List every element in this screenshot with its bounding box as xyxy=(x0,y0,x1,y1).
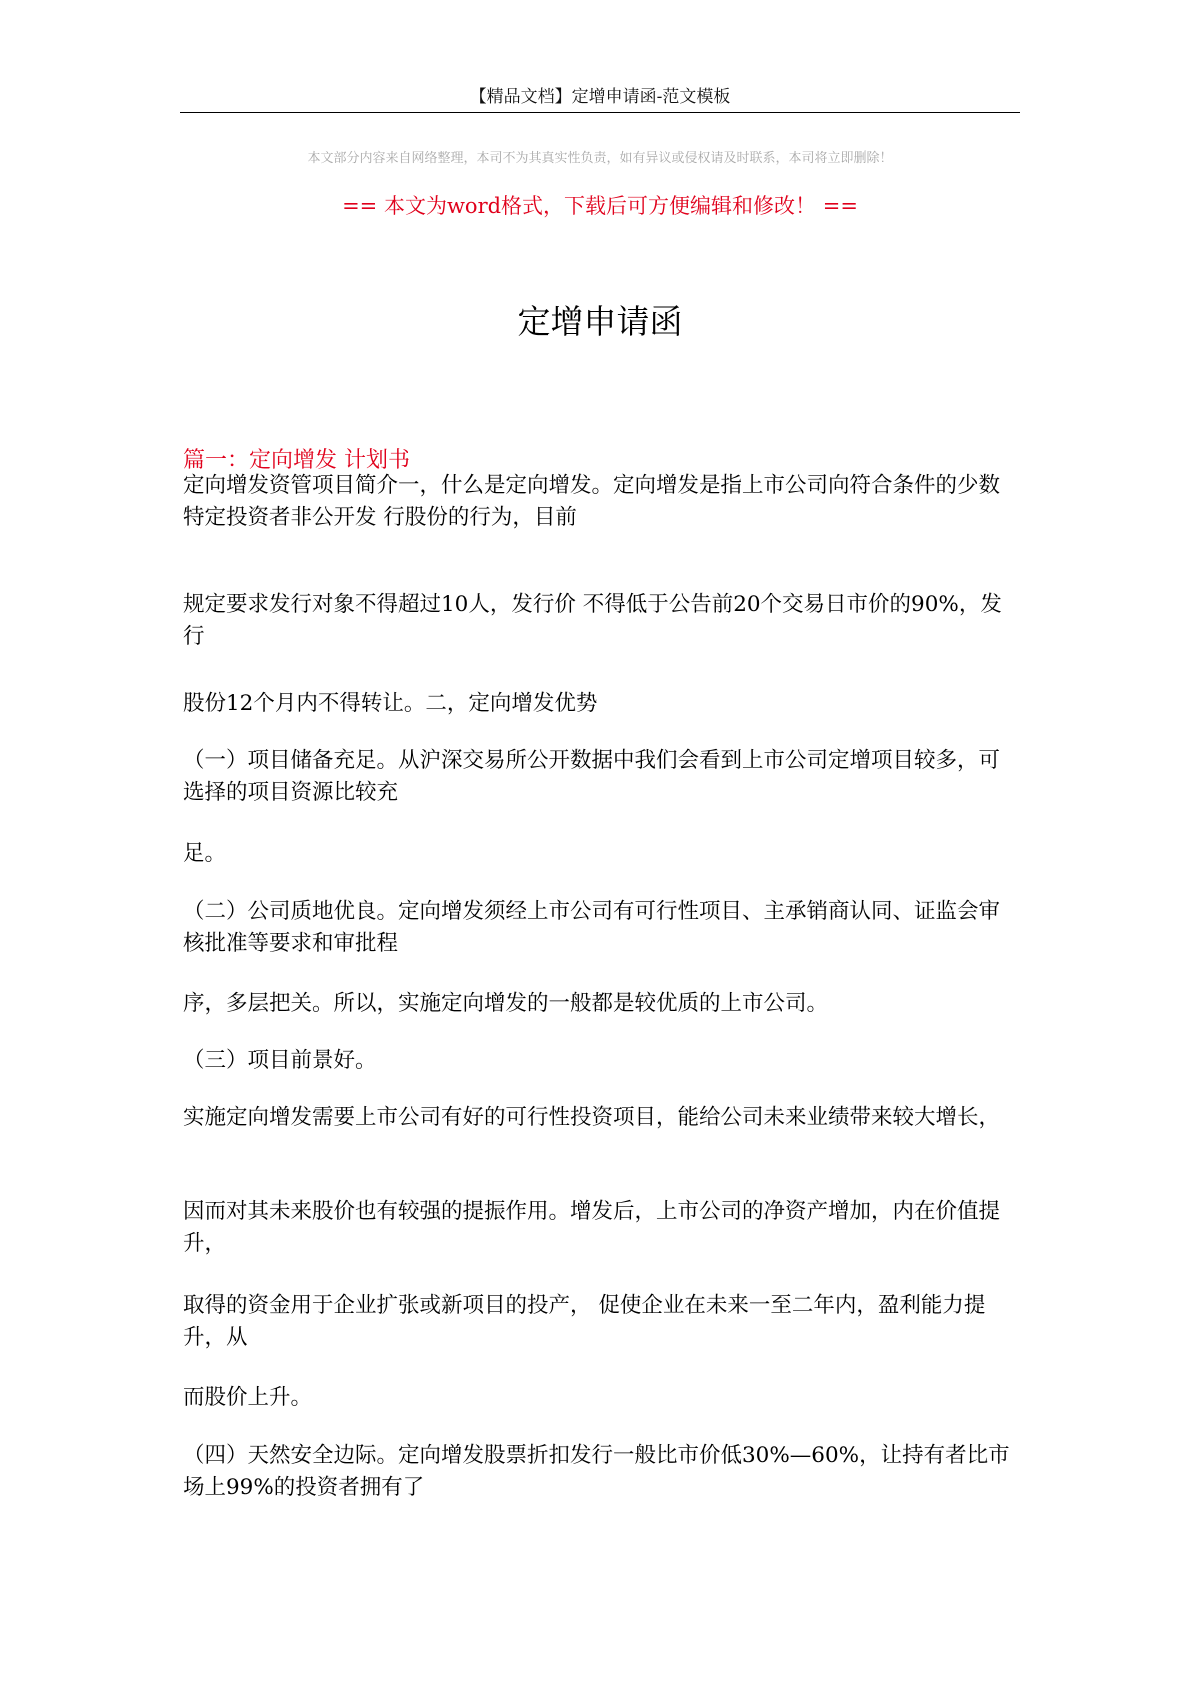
paragraph-11: 取得的资金用于企业扩张或新项目的投产， 促使企业在未来一至二年内，盈利能力提升，从 xyxy=(183,1293,986,1350)
disclaimer-text: 本文部分内容来自网络整理，本司不为其真实性负责，如有异议或侵权请及时联系，本司将立即删除！ xyxy=(307,151,893,166)
paragraph-5: 足。 xyxy=(183,841,227,866)
running-header: 【精品文档】定增申请函-范文模板 xyxy=(469,87,731,107)
paragraph-7: 序，多层把关。所以，实施定向增发的一般都是较优质的上市公司。 xyxy=(183,991,829,1016)
paragraph-12: 而股价上升。 xyxy=(183,1385,313,1410)
paragraph-1: 定向增发资管项目简介一，什么是定向增发。定向增发是指上市公司向符合条件的少数特定投资者非公开发 行股份的行为，目前 xyxy=(183,473,1001,530)
section-heading: 篇一：定向增发 计划书 xyxy=(183,448,410,473)
paragraph-8: （三）项目前景好。 xyxy=(183,1048,377,1073)
document-title: 定增申请函 xyxy=(517,302,683,341)
paragraph-13: （四）天然安全边际。定向增发股票折扣发行一般比市价低30%—60%，让持有者比市场上99%的投资者拥有了 xyxy=(183,1443,1010,1500)
header-divider xyxy=(180,112,1020,113)
paragraph-10: 因而对其未来股价也有较强的提振作用。增发后，上市公司的净资产增加，内在价值提升， xyxy=(183,1199,1001,1256)
paragraph-2: 规定要求发行对象不得超过10人，发行价 不得低于公告前20个交易日市价的90%，发行 xyxy=(183,592,1002,649)
paragraph-4: （一）项目储备充足。从沪深交易所公开数据中我们会看到上市公司定增项目较多，可选择的项目资源比较充 xyxy=(183,748,1001,805)
paragraph-9: 实施定向增发需要上市公司有好的可行性投资项目，能给公司未来业绩带来较大增长， xyxy=(183,1105,1001,1130)
paragraph-6: （二）公司质地优良。定向增发须经上市公司有可行性项目、主承销商认同、证监会审核批准等要求和审批程 xyxy=(183,899,1001,956)
word-format-banner: == 本文为word格式，下载后可方便编辑和修改！ == xyxy=(342,194,858,218)
paragraph-3: 股份12个月内不得转让。二，定向增发优势 xyxy=(183,691,598,716)
